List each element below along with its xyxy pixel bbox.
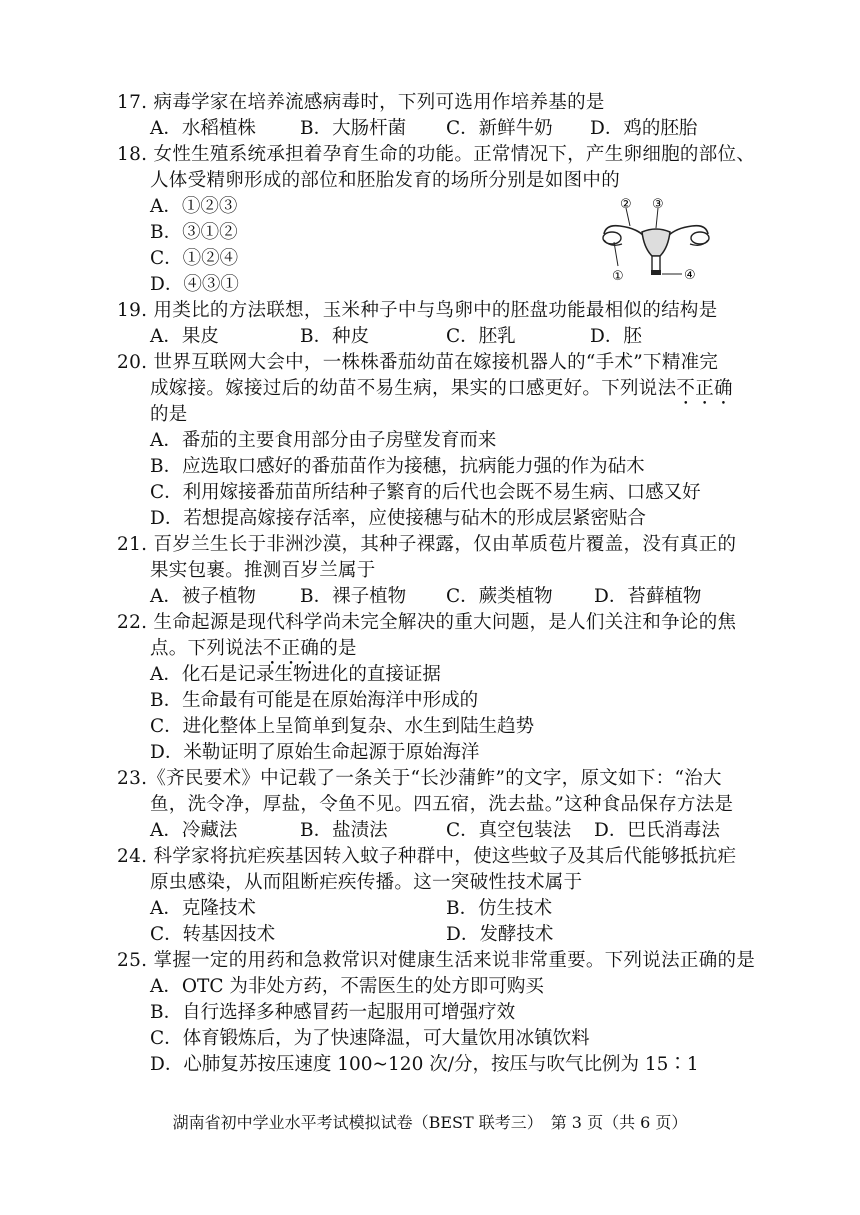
question-22-option-d: D．米勒证明了原始生命起源于原始海洋 <box>150 742 480 763</box>
question-25-stem: 25. 掌握一定的用药和急救常识对健康生活来说非常重要。下列说法正确的是 <box>117 950 756 971</box>
question-22-option-c: C．进化整体上呈简单到复杂、水生到陆生趋势 <box>150 716 535 737</box>
question-22-option-b: B．生命最有可能是在原始海洋中形成的 <box>150 690 479 711</box>
question-17-option-c: C．新鲜牛奶 <box>446 118 553 139</box>
question-21-option-b: B．裸子植物 <box>300 586 407 607</box>
question-21-option-c: C．蕨类植物 <box>446 586 553 607</box>
question-23-option-c: C．真空包装法 <box>446 820 572 841</box>
question-17-stem: 17. 病毒学家在培养流感病毒时，下列可选用作培养基的是 <box>117 92 605 113</box>
emphasis-not-correct: 不正确 <box>262 638 320 659</box>
question-20-stem-line-3: 的是 <box>150 404 188 425</box>
question-21-stem-line-1: 21. 百岁兰生长于非洲沙漠，其种子裸露，仅由革质苞片覆盖，没有真正的 <box>117 534 737 555</box>
question-23-stem-line-1: 23.《齐民要术》中记载了一条关于“长沙蒲鲊”的文字，原文如下：“治大 <box>117 768 722 789</box>
question-22-option-a: A．化石是记录生物进化的直接证据 <box>150 664 441 685</box>
question-18-option-d: D．④③① <box>150 274 239 295</box>
question-19-stem: 19. 用类比的方法联想，玉米种子中与鸟卵中的胚盘功能最相似的结构是 <box>117 300 718 321</box>
question-23-option-b: B．盐渍法 <box>300 820 388 841</box>
question-24-option-d: D．发酵技术 <box>446 924 554 945</box>
question-20-option-b: B．应选取口感好的番茄苗作为接穗，抗病能力强的作为砧木 <box>150 456 645 477</box>
figure-label-1: ① <box>612 269 624 284</box>
question-19-option-a: A．果皮 <box>150 326 219 347</box>
question-22-stem-line-2: 点。下列说法不正确的是 <box>150 638 357 659</box>
question-20-stem-line-2: 成嫁接。嫁接过后的幼苗不易生病，果实的口感更好。下列说法不正确 <box>150 378 733 399</box>
question-17-option-a: A．水稻植株 <box>150 118 256 139</box>
question-17-option-d: D．鸡的胚胎 <box>590 118 698 139</box>
question-20-option-a: A．番茄的主要食用部分由子房壁发育而来 <box>150 430 497 451</box>
question-18-option-b: B．③①② <box>150 222 238 243</box>
question-25-option-c: C．体育锻炼后，为了快速降温，可大量饮用冰镇饮料 <box>150 1028 590 1049</box>
question-23-option-a: A．冷藏法 <box>150 820 238 841</box>
figure-label-2: ② <box>620 197 632 212</box>
question-25-option-a: A．OTC 为非处方药，不需医生的处方即可购买 <box>150 976 544 997</box>
question-24-option-b: B．仿生技术 <box>446 898 553 919</box>
question-21-option-a: A．被子植物 <box>150 586 256 607</box>
question-18-option-a: A．①②③ <box>150 196 238 217</box>
question-25-option-b: B．自行选择多种感冒药一起服用可增强疗效 <box>150 1002 516 1023</box>
question-24-stem-line-1: 24. 科学家将抗疟疾基因转入蚊子种群中，使这些蚊子及其后代能够抵抗疟 <box>117 846 737 867</box>
figure-label-4: ④ <box>684 268 696 283</box>
question-23-stem-line-2: 鱼，洗令净，厚盐，令鱼不见。四五宿，洗去盐。”这种食品保存方法是 <box>150 794 734 815</box>
figure-label-3: ③ <box>652 197 664 212</box>
question-24-option-c: C．转基因技术 <box>150 924 276 945</box>
page-footer: 湖南省初中学业水平考试模拟试卷（BEST 联考三） 第 3 页（共 6 页） <box>172 1113 688 1132</box>
question-19-option-b: B．种皮 <box>300 326 370 347</box>
uterus-diagram <box>596 196 716 286</box>
question-24-stem-line-2: 原虫感染，从而阻断疟疾传播。这一突破性技术属于 <box>150 872 583 893</box>
question-20-option-d: D．若想提高嫁接存活率，应使接穗与砧木的形成层紧密贴合 <box>150 508 646 529</box>
question-21-stem-line-2: 果实包裹。推测百岁兰属于 <box>150 560 376 581</box>
question-24-option-a: A．克隆技术 <box>150 898 256 919</box>
question-25-option-d: D．心肺复苏按压速度 100~120 次/分，按压与吹气比例为 15∶1 <box>150 1054 699 1075</box>
question-19-option-d: D．胚 <box>590 326 642 347</box>
question-22-stem-line-1: 22. 生命起源是现代科学尚未完全解决的重大问题，是人们关注和争论的焦 <box>117 612 737 633</box>
question-20-option-c: C．利用嫁接番茄苗所结种子繁育的后代也会既不易生病、口感又好 <box>150 482 701 503</box>
question-17-option-b: B．大肠杆菌 <box>300 118 407 139</box>
question-18-stem-line-2: 人体受精卵形成的部位和胚胎发育的场所分别是如图中的 <box>150 170 621 191</box>
emphasis-not-correct: 不正确 <box>676 378 733 399</box>
question-23-option-d: D．巴氏消毒法 <box>594 820 720 841</box>
question-21-option-d: D．苔藓植物 <box>594 586 702 607</box>
question-18-stem-line-1: 18. 女性生殖系统承担着孕育生命的功能。正常情况下，产生卵细胞的部位、 <box>117 144 756 165</box>
question-19-option-c: C．胚乳 <box>446 326 516 347</box>
question-18-option-c: C．①②④ <box>150 248 239 269</box>
question-20-stem-line-1: 20. 世界互联网大会中，一株株番茄幼苗在嫁接机器人的“手术”下精准完 <box>117 352 719 373</box>
